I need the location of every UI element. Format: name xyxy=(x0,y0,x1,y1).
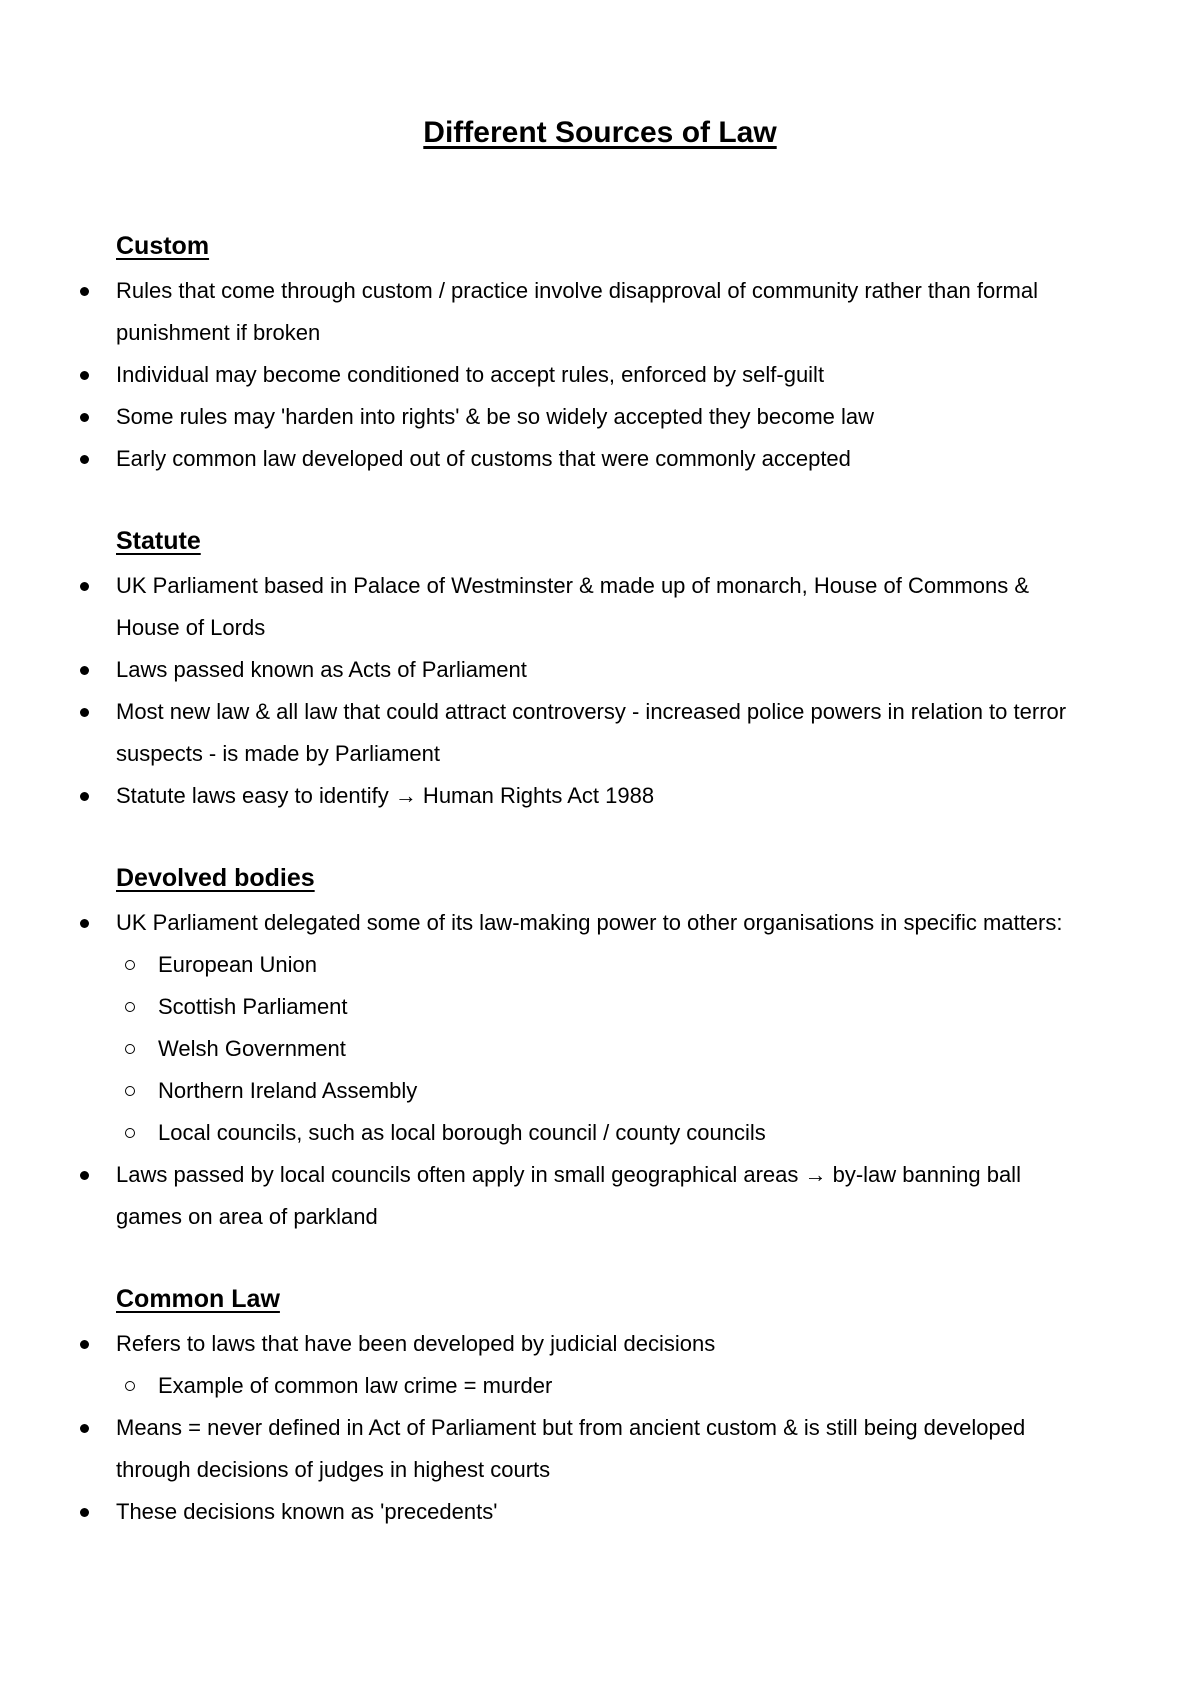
sub-list-item xyxy=(116,1112,1076,1154)
list-item-text: Means = never defined in Act of Parliament but from ancient custom & is still being developed through decisions of judges in highest courts xyxy=(116,1415,1026,1482)
list-item-text: Statute laws easy to identify → Human Rights Act 1988 xyxy=(116,783,655,808)
page-title: Different Sources of Law xyxy=(423,116,777,149)
list-item xyxy=(0,775,1076,817)
sub-list xyxy=(116,1365,1076,1407)
bullet-circle-icon xyxy=(125,1128,135,1138)
list-item-text: Laws passed by local councils often apply in small geographical areas → by-law banning ball games on area of parkland xyxy=(116,1162,1021,1229)
list-item xyxy=(0,565,1076,649)
document-content xyxy=(0,228,1200,1576)
bullet-circle-icon xyxy=(125,1002,135,1012)
bullet-circle-icon xyxy=(125,1086,135,1096)
sub-list-item xyxy=(116,1070,1076,1112)
bullet-list xyxy=(0,270,1200,480)
bullet-dot-icon xyxy=(80,1340,89,1349)
bullet-circle-icon xyxy=(125,1381,135,1391)
bullet-dot-icon xyxy=(80,582,89,591)
section-custom xyxy=(0,228,1200,480)
list-item-text: Individual may become conditioned to accept rules, enforced by self-guilt xyxy=(116,362,825,387)
list-item xyxy=(0,691,1076,775)
sub-list-item xyxy=(116,1028,1076,1070)
list-item xyxy=(0,1407,1076,1491)
bullet-list xyxy=(0,902,1200,1238)
list-item-text: Some rules may 'harden into rights' & be so widely accepted they become law xyxy=(116,404,875,429)
bullet-dot-icon xyxy=(80,455,89,464)
list-item-text: Laws passed known as Acts of Parliament xyxy=(116,657,527,682)
list-item-text: Most new law & all law that could attract controversy - increased police powers in relation to terror suspects - is made by Parliament xyxy=(116,699,1067,766)
list-item-text: Early common law developed out of customs that were commonly accepted xyxy=(116,446,851,471)
list-item xyxy=(0,1323,1076,1407)
sub-list-item xyxy=(116,986,1076,1028)
section-devolved-bodies xyxy=(0,860,1200,1238)
list-item xyxy=(0,396,1076,438)
bullet-dot-icon xyxy=(80,413,89,422)
bullet-dot-icon xyxy=(80,1508,89,1517)
sub-list xyxy=(116,944,1076,1154)
list-item xyxy=(0,1154,1076,1238)
section-heading: Common Law xyxy=(116,1285,280,1313)
list-item xyxy=(0,902,1076,1154)
section-common-law xyxy=(0,1281,1200,1533)
sub-list-item-text: European Union xyxy=(158,952,318,977)
section-statute xyxy=(0,523,1200,817)
list-item xyxy=(0,1491,1076,1533)
bullet-dot-icon xyxy=(80,666,89,675)
sub-list-item-text: Welsh Government xyxy=(158,1036,346,1061)
sub-list-item-text: Local councils, such as local borough council / county councils xyxy=(158,1120,766,1145)
bullet-dot-icon xyxy=(80,792,89,801)
bullet-dot-icon xyxy=(80,371,89,380)
bullet-circle-icon xyxy=(125,1044,135,1054)
bullet-list xyxy=(0,565,1200,817)
bullet-dot-icon xyxy=(80,919,89,928)
list-item xyxy=(0,438,1076,480)
section-heading: Devolved bodies xyxy=(116,864,315,892)
sub-list-item xyxy=(116,1365,1076,1407)
list-item-text: UK Parliament based in Palace of Westminster & made up of monarch, House of Commons & House of Lords xyxy=(116,573,1030,640)
sub-list-item-text: Example of common law crime = murder xyxy=(158,1373,553,1398)
bullet-dot-icon xyxy=(80,1171,89,1180)
sub-list-item xyxy=(116,944,1076,986)
section-heading: Custom xyxy=(116,232,210,260)
sub-list-item-text: Scottish Parliament xyxy=(158,994,348,1019)
list-item xyxy=(0,649,1076,691)
bullet-circle-icon xyxy=(125,960,135,970)
bullet-list xyxy=(0,1323,1200,1533)
list-item xyxy=(0,354,1076,396)
list-item xyxy=(0,270,1076,354)
sub-list-item-text: Northern Ireland Assembly xyxy=(158,1078,418,1103)
bullet-dot-icon xyxy=(80,1424,89,1433)
bullet-dot-icon xyxy=(80,287,89,296)
list-item-text: These decisions known as 'precedents' xyxy=(116,1499,498,1524)
bullet-dot-icon xyxy=(80,708,89,717)
section-heading: Statute xyxy=(116,527,201,555)
list-item-text: Rules that come through custom / practice involve disapproval of community rather than formal punishment if broken xyxy=(116,278,1038,345)
list-item-text: UK Parliament delegated some of its law-making power to other organisations in specific matters: xyxy=(116,910,1063,935)
list-item-text: Refers to laws that have been developed by judicial decisions xyxy=(116,1331,716,1356)
